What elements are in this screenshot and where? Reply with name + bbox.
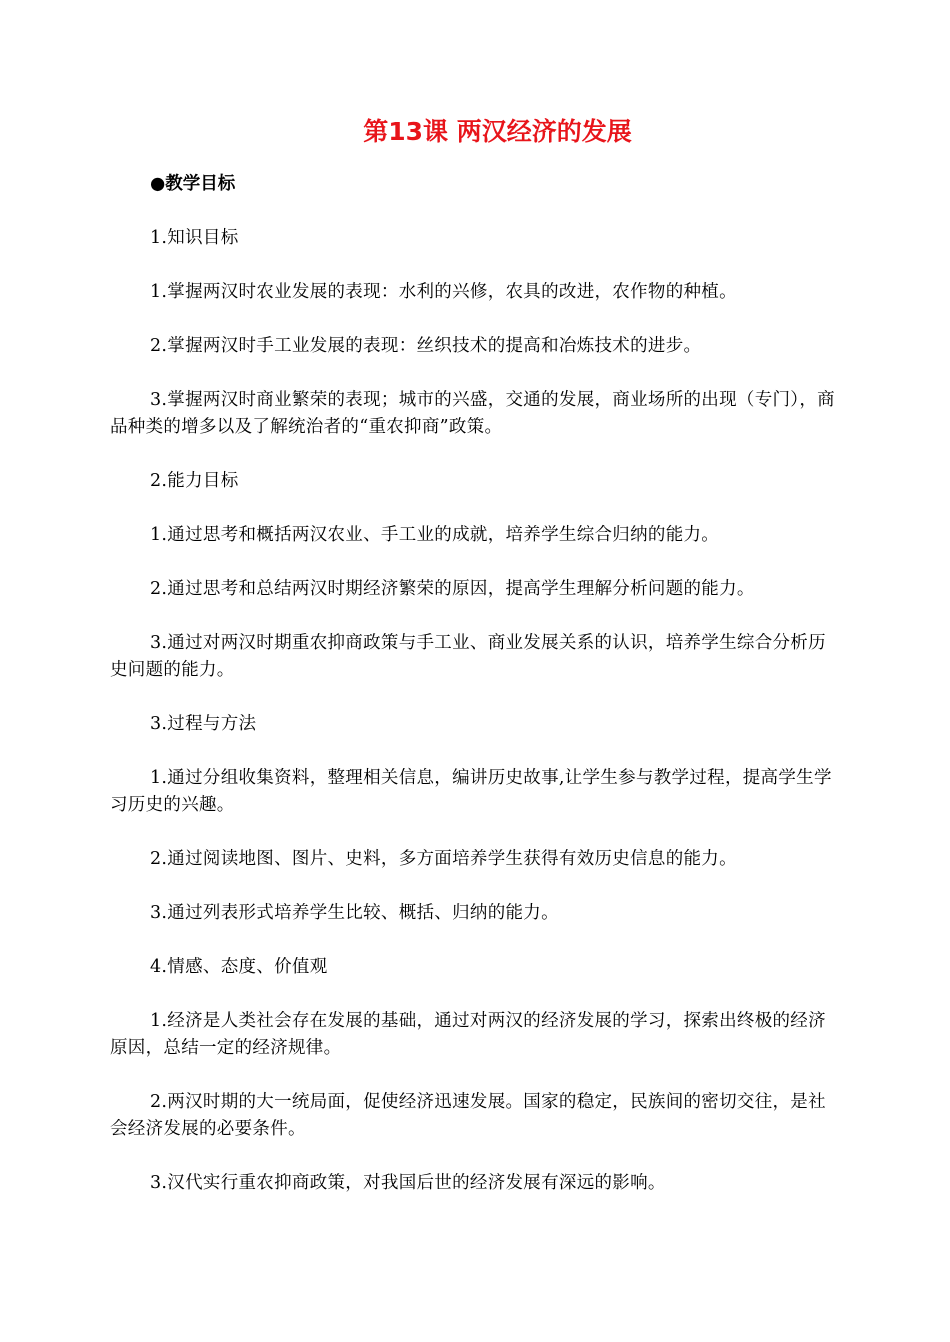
paragraph: 3.掌握两汉时商业繁荣的表现；城市的兴盛，交通的发展，商业场所的出现（专门），商品种类的增多以及了解统治者的“重农抑商”政策。: [110, 390, 835, 437]
paragraph: 1.通过思考和概括两汉农业、手工业的成就，培养学生综合归纳的能力。: [150, 525, 720, 545]
subsection-heading-values: 4.情感、态度、价值观: [150, 957, 328, 977]
paragraph: 3.通过对两汉时期重农抑商政策与手工业、商业发展关系的认识，培养学生综合分析历史问题的能力。: [110, 633, 826, 680]
page-title: 第13课 两汉经济的发展: [363, 117, 632, 146]
subsection-heading-process: 3.过程与方法: [150, 714, 257, 734]
paragraph: 1.通过分组收集资料，整理相关信息，编讲历史故事,让学生参与教学过程，提高学生学习历史的兴趣。: [110, 768, 832, 815]
subsection-heading-knowledge: 1.知识目标: [150, 228, 239, 248]
document-body: [110, 171, 842, 1224]
subsection-heading-ability: 2.能力目标: [150, 471, 239, 491]
paragraph: 2.掌握两汉时手工业发展的表现：丝织技术的提高和冶炼技术的进步。: [150, 336, 702, 356]
paragraph: 2.通过阅读地图、图片、史料，多方面培养学生获得有效历史信息的能力。: [150, 849, 737, 869]
paragraph: 2.两汉时期的大一统局面，促使经济迅速发展。国家的稳定，民族间的密切交往，是社会经济发展的必要条件。: [110, 1092, 826, 1139]
paragraph: 3.通过列表形式培养学生比较、概括、归纳的能力。: [150, 903, 559, 923]
paragraph: 1.掌握两汉时农业发展的表现：水利的兴修，农具的改进，农作物的种植。: [150, 282, 737, 302]
section-heading: ●教学目标: [150, 174, 236, 194]
paragraph: 1.经济是人类社会存在发展的基础，通过对两汉的经济发展的学习，探索出终极的经济原因，总结一定的经济规律。: [110, 1011, 826, 1058]
paragraph: 2.通过思考和总结两汉时期经济繁荣的原因，提高学生理解分析问题的能力。: [150, 579, 755, 599]
paragraph: 3.汉代实行重农抑商政策，对我国后世的经济发展有深远的影响。: [150, 1173, 666, 1193]
